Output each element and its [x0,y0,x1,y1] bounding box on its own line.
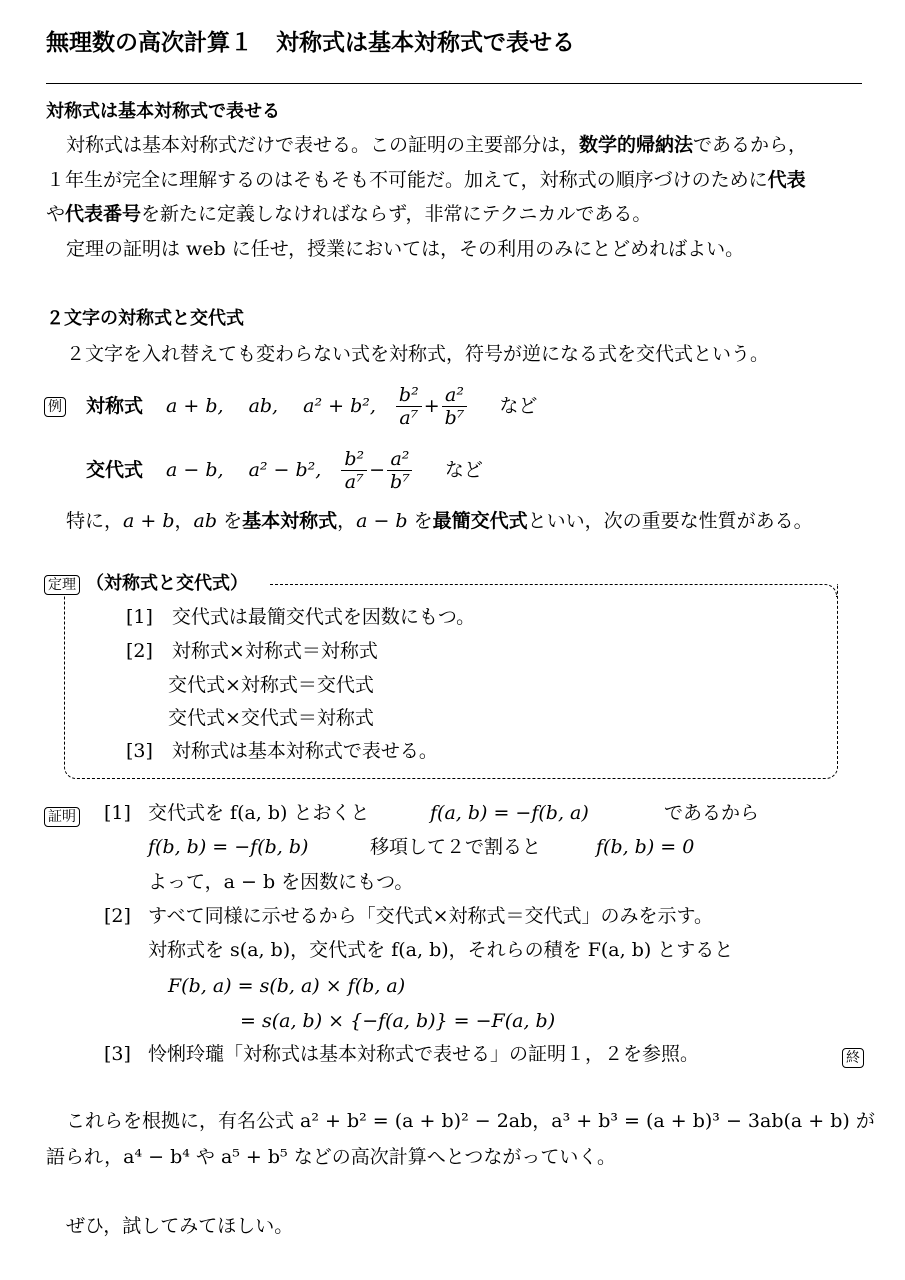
theorem-item: [1] 交代式は最簡交代式を因数にもつ。 [126,606,476,628]
proof-2-line1: すべて同様に示せるから「交代式×対称式＝交代式」のみを示す。 [148,905,714,927]
sec2-property-line: 特に，a + b，ab を基本対称式，a − b を最簡交代式といい，次の重要な性質がある。 [66,510,813,532]
proof-1-number: [1] [104,802,131,824]
proof-1-line1a: 交代式を f(a, b) とおくと [148,802,370,824]
sec1-line4: 定理の証明は web に任せ，授業においては，その利用のみにとどめればよい。 [66,238,745,260]
proof-1-line2c: f(b, b) = 0 [596,836,695,858]
closing-line3: ぜひ，試してみてほしい。 [66,1215,294,1237]
sec1-line1: 対称式は基本対称式だけで表せる。この証明の主要部分は，数学的帰納法であるから， [66,134,808,156]
theorem-tag: 定理 [44,575,80,595]
proof-2-number: [2] [104,905,131,927]
proof-3-number: [3] [104,1043,131,1065]
theorem-item: 交代式×対称式＝交代式 [168,674,374,696]
proof-1-line1c: であるから [664,802,760,824]
sec1-line2: １年生が完全に理解するのはそもそも不可能だ。加えて，対称式の順序づけのために代表 [46,169,806,191]
fraction: $\frac{\text{a²}}{\text{b⁷}}$ [387,448,413,493]
closing-line2: 語られ，a⁴ − b⁴ や a⁵ + b⁵ などの高次計算へとつながっていく。 [46,1146,616,1168]
closing-line1: これらを根拠に，有名公式 a² + b² = (a + b)² − 2ab，a³ + b³ = (a + b)³ − 3ab(a + b) が [66,1110,875,1132]
symmetric-example: 対称式 a + b, ab, a² + b², $\frac{\text{b²}}{\text{a⁷}}$ + $\frac{\text{a²}}{\text{b⁷}}$ など [86,383,538,429]
page-title: 無理数の高次計算１ 対称式は基本対称式で表せる [46,30,575,56]
theorem-item: 交代式×交代式＝対称式 [168,707,374,729]
alternating-example: 交代式 a − b, a² − b², $\frac{\text{b²}}{\text{a⁷}}$ − $\frac{\text{a²}}{\text{b⁷}}$ など [86,447,483,493]
theorem-box-top [270,584,837,597]
proof-tag: 証明 [44,804,80,827]
proof-2-line3: F(b, a) = s(b, a) × f(b, a) [168,975,406,997]
fraction: $\frac{\text{a²}}{\text{b⁷}}$ [442,384,468,429]
sec2-intro: ２文字を入れ替えても変わらない式を対称式，符号が逆になる式を交代式という。 [66,343,770,365]
proof-1-line3: よって，a − b を因数にもつ。 [148,871,414,893]
proof-3-line1: 怜悧玲瓏「対称式は基本対称式で表せる」の証明１，２を参照。 [148,1043,700,1065]
end-of-proof-mark: 終 [842,1045,864,1068]
proof-1-line1b: f(a, b) = −f(b, a) [430,802,589,824]
section1-heading: 対称式は基本対称式で表せる [46,101,280,122]
fraction: $\frac{\text{b²}}{\text{a⁷}}$ [396,384,422,429]
proof-1-line2b: 移項して２で割ると [370,836,542,858]
theorem-heading: 定理 （対称式と交代式） [44,572,248,595]
alternating-label: 交代式 [86,458,144,481]
title-rule [46,83,862,84]
proof-2-line4: = s(a, b) × {−f(a, b)} = −F(a, b) [240,1010,556,1032]
theorem-item: [3] 対称式は基本対称式で表せる。 [126,740,438,762]
example-tag: 例 [44,394,66,417]
proof-2-line2: 対称式を s(a, b)，交代式を f(a, b)，それらの積を F(a, b) とすると [148,939,734,961]
proof-1-line2a: f(b, b) = −f(b, b) [148,836,309,858]
symmetric-label: 対称式 [86,394,144,417]
section2-heading: ２文字の対称式と交代式 [46,308,244,329]
fraction: $\frac{\text{b²}}{\text{a⁷}}$ [341,448,367,493]
sec1-line3: や代表番号を新たに定義しなければならず，非常にテクニカルである。 [46,203,652,225]
theorem-item: [2] 対称式×対称式＝対称式 [126,640,378,662]
